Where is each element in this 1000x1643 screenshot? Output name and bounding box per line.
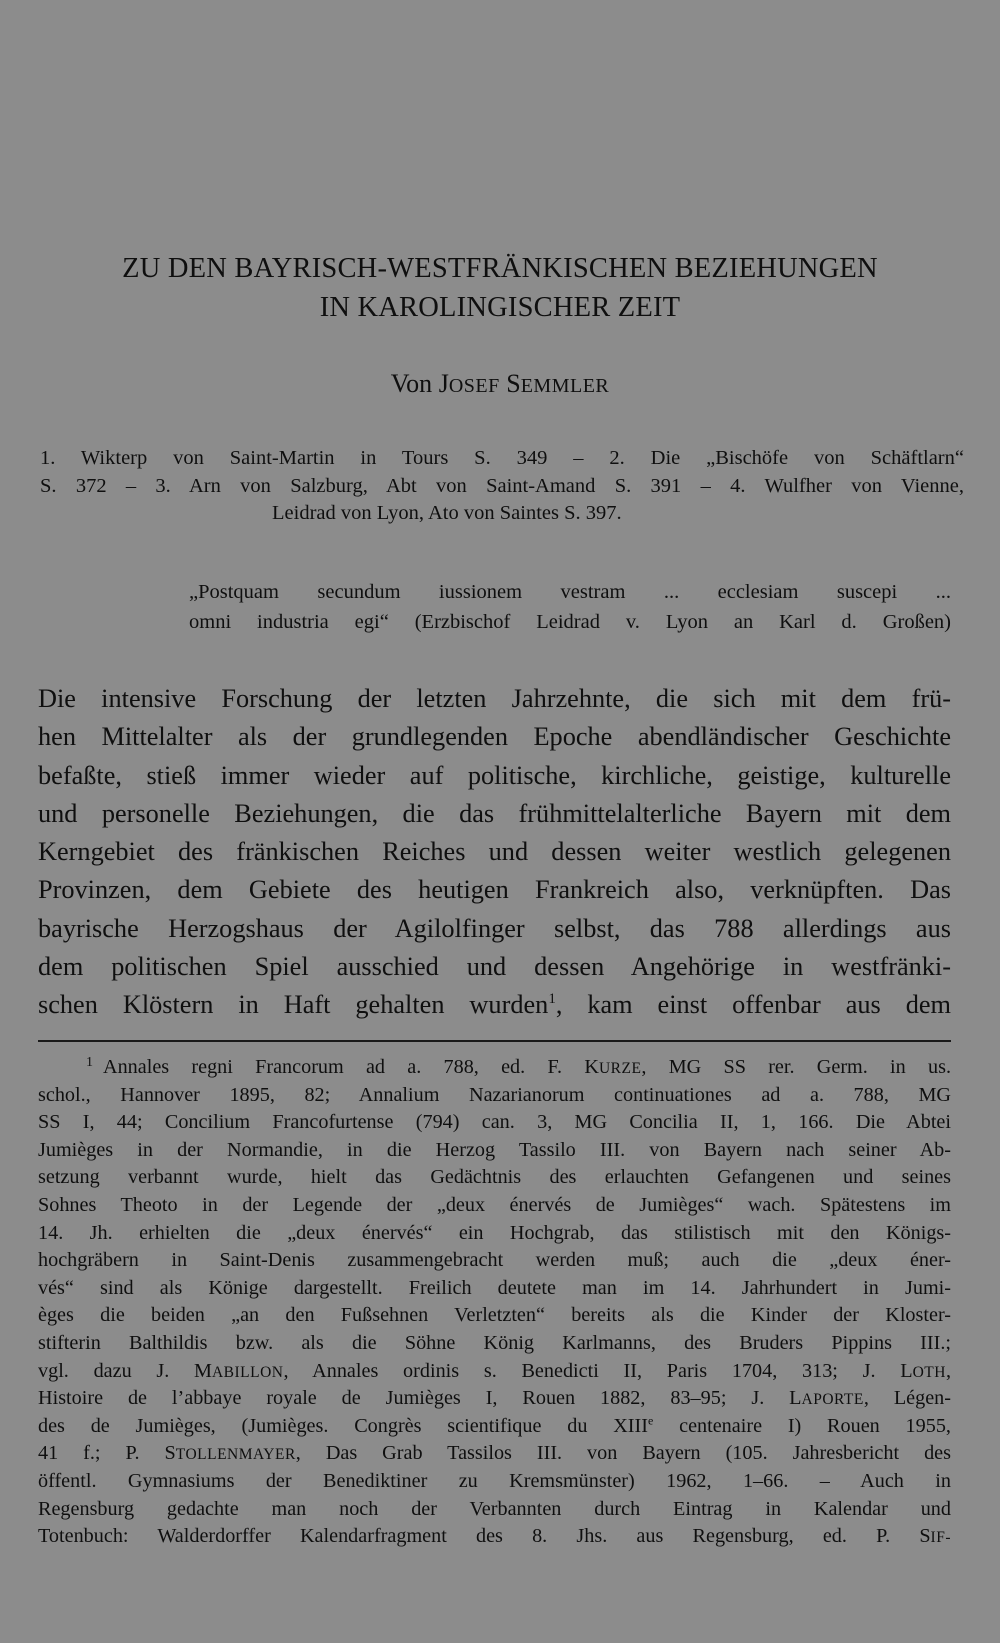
footnote-text: 41 f.; P. <box>38 1442 165 1465</box>
article-title-line-2: IN KAROLINGISCHER ZEIT <box>319 292 681 323</box>
footnote-line <box>38 1054 951 1082</box>
footnote-divider <box>38 1040 951 1042</box>
author-name-rest: ABILLON <box>211 1363 284 1381</box>
author-prefix: Von <box>390 369 439 398</box>
footnote-text: centenaire I) Rouen 1955, <box>653 1414 951 1437</box>
author-name-rest: IF- <box>930 1529 951 1547</box>
superscript: e <box>647 1412 654 1427</box>
footnote-1 <box>38 1054 951 1551</box>
footnote-text: Totenbuch: Walderdorffer Kalendarfragment des 8. Jhs. aus Regensburg, ed. P. <box>38 1525 920 1548</box>
toc-line: Leidrad von Lyon, Ato von Saintes S. 397. <box>272 502 622 524</box>
author-name-initial: K <box>584 1056 599 1078</box>
footnote-text: , MG SS rer. Germ. in us. <box>641 1056 951 1078</box>
footnote-line: stifterin Balthildis bzw. als die Söhne König Karlmanns, des Bruders Pippins III.; <box>38 1331 951 1354</box>
toc-line: S. 372 – 3. Arn von Salzburg, Abt von Saint-Amand S. 391 – 4. Wulfher von Vienne, <box>40 474 964 497</box>
body-line: bayrische Herzogshaus der Agilolfinger selbst, das 788 allerdings aus <box>38 913 951 943</box>
footnote-text: , Das Grab Tassilos III. von Bayern (105. Jahresbericht des <box>295 1442 951 1465</box>
footnote-text: , Légen- <box>863 1387 951 1410</box>
footnote-line <box>38 1385 951 1413</box>
footnote-text: Annales regni Francorum ad a. 788, ed. F. <box>103 1056 585 1078</box>
footnote-line: hochgräbern in Saint-Denis zusammengebracht werden muß; auch die „deux éner- <box>38 1249 951 1272</box>
body-line: dem politischen Spiel ausschied und dessen Angehörige in westfränki- <box>38 952 951 982</box>
author-name-rest: TOLLENMAYER <box>175 1446 296 1464</box>
author-last-initial: S <box>506 369 521 398</box>
footnote-line: 14. Jh. erhielten die „deux énervés“ ein Hochgrab, das stilistisch mit den Königs- <box>38 1221 951 1244</box>
footnote-line <box>38 1523 951 1551</box>
footnote-line: Jumièges in der Normandie, in die Herzog Tassilo III. von Bayern nach seiner Ab- <box>38 1138 951 1161</box>
footnote-reference[interactable]: 1 <box>548 991 556 1008</box>
author-name-rest: APORTE <box>801 1391 864 1409</box>
author-first-initial: J <box>438 369 449 398</box>
footnote-line: vés“ sind als Könige dargestellt. Freilich deutete man im 14. Jahrhundert in Jumi- <box>38 1276 951 1299</box>
footnote-line <box>38 1358 951 1386</box>
toc-line: 1. Wikterp von Saint-Martin in Tours S. 349 – 2. Die „Bischöfe von Schäftlarn“ <box>40 447 964 469</box>
body-line: befaßte, stieß immer wieder auf politische, kirchliche, geistige, kulturelle <box>38 760 951 790</box>
author-first-rest: OSEF <box>448 375 500 397</box>
author-name-initial: M <box>194 1359 212 1382</box>
footnote-line: èges die beiden „an den Fußsehnen Verletzten“ bereits als die Kinder der Kloster- <box>38 1304 951 1327</box>
author-name-initial: L <box>789 1387 802 1410</box>
body-text-segment: , kam einst offenbar aus dem <box>555 990 951 1020</box>
table-of-contents <box>40 445 964 528</box>
body-text-segment: schen Klöstern in Haft gehalten wurden <box>38 990 549 1020</box>
footnote-line: schol., Hannover 1895, 82; Annalium Nazarianorum continuationes ad a. 788, MG <box>38 1083 951 1106</box>
footnote-line: Sohnes Theoto in der Legende der „deux énervés de Jumièges“ wach. Spätestens im <box>38 1193 951 1216</box>
author-name-rest: URZE <box>598 1060 642 1077</box>
epigraph <box>189 577 951 637</box>
body-paragraph <box>38 680 951 1025</box>
body-line: Die intensive Forschung der letzten Jahrzehnte, die sich mit dem frü- <box>38 684 951 713</box>
body-line: hen Mittelalter als der grundlegenden Epoche abendländischer Geschichte <box>38 722 951 752</box>
article-title-line-1: ZU DEN BAYRISCH-WESTFRÄNKISCHEN BEZIEHUNGEN <box>122 253 878 284</box>
footnote-line: öffentl. Gymnasiums der Benediktiner zu Kremsmünster) 1962, 1–66. – Auch in <box>38 1469 951 1492</box>
footnote-text: Histoire de l’abbaye royale de Jumièges I, Rouen 1882, 83–95; J. <box>38 1387 790 1410</box>
footnote-text: des de Jumièges, (Jumièges. Congrès scientifique du XIII <box>38 1414 648 1437</box>
footnote-text: , Annales ordinis s. Benedicti II, Paris 1704, 313; J. <box>283 1359 901 1382</box>
author-last-rest: EMMLER <box>520 375 610 397</box>
footnote-text: vgl. dazu J. <box>38 1359 195 1382</box>
author-name-initial: S <box>919 1525 931 1548</box>
footnote-line: SS I, 44; Concilium Francofurtense (794) can. 3, MG Concilia II, 1, 166. Die Abtei <box>38 1111 951 1134</box>
footnote-line: Regensburg gedachte man noch der Verbannten durch Eintrag in Kalendar und <box>38 1497 951 1520</box>
author-line <box>0 371 1000 397</box>
footnote-line <box>38 1440 951 1468</box>
footnote-text: , <box>945 1359 951 1382</box>
epigraph-line: „Postquam secundum iussionem vestram ... ecclesiam suscepi ... <box>189 581 951 603</box>
footnote-line <box>38 1413 951 1441</box>
footnote-number: 1 <box>86 1055 93 1070</box>
epigraph-line: omni industria egi“ (Erzbischof Leidrad v. Lyon an Karl d. Großen) <box>189 611 951 633</box>
body-line: Provinzen, dem Gebiete des heutigen Frankreich also, verknüpften. Das <box>38 875 951 905</box>
author-name-rest: OTH <box>912 1363 946 1381</box>
body-line: Kerngebiet des fränkischen Reiches und dessen weiter westlich gelegenen <box>38 837 951 867</box>
footnote-line: setzung verbannt wurde, hielt das Gedächtnis des erlauchten Gefangenen und seines <box>38 1166 951 1189</box>
body-line: und personelle Beziehungen, die das frühmittelalterliche Bayern mit dem <box>38 798 951 828</box>
author-name-initial: L <box>900 1359 913 1382</box>
author-name-initial: S <box>164 1442 176 1465</box>
body-line <box>38 986 951 1024</box>
